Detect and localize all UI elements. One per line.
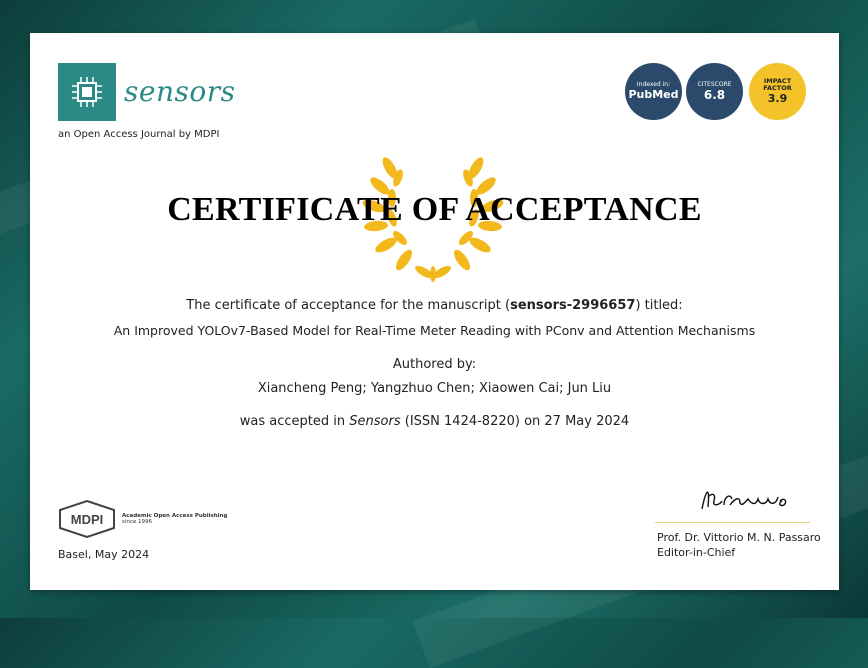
publisher-desc: Academic Open Access Publishing — [122, 512, 228, 519]
citescore-value: 6.8 — [703, 88, 726, 102]
mdpi-hexagon-icon — [58, 500, 116, 538]
editor-block — [657, 530, 821, 560]
authors-list: Xiancheng Peng; Yangzhuo Chen; Xiaowen Cai; Jun Liu — [257, 381, 612, 396]
certificate-paper — [30, 33, 839, 590]
journal-tagline: an Open Access Journal by MDPI — [58, 129, 220, 140]
accepted-prefix: was accepted in — [239, 414, 350, 429]
authored-by-label: Authored by: — [392, 357, 477, 372]
certificate-title: CERTIFICATE OF ACCEPTANCE — [167, 191, 702, 228]
chip-icon — [67, 72, 107, 112]
editor-name: Prof. Dr. Vittorio M. N. Passaro — [657, 531, 821, 544]
signature-line — [655, 522, 810, 523]
pubmed-badge — [625, 63, 682, 120]
citescore-badge-top: CITESCORE — [697, 81, 732, 88]
journal-name: sensors — [124, 75, 236, 108]
manuscript-id: sensors-2996657 — [510, 298, 636, 313]
mdpi-logo-text: MDPI — [70, 512, 104, 527]
citescore-badge — [686, 63, 743, 120]
publisher-since: since 1996 — [122, 519, 153, 525]
accepted-suffix: (ISSN 1424-8220) on 27 May 2024 — [400, 414, 630, 429]
pubmed-badge-main: PubMed — [628, 88, 679, 101]
accepted-journal: Sensors — [349, 414, 401, 429]
place-date: Basel, May 2024 — [58, 548, 150, 561]
intro-suffix: ) titled: — [635, 298, 683, 313]
acceptance-statement — [30, 414, 839, 429]
impact-badge-top1: IMPACT — [763, 76, 792, 85]
editor-signature — [696, 479, 796, 519]
mdpi-logo — [58, 500, 227, 538]
manuscript-intro — [30, 298, 839, 313]
sensors-logo — [58, 63, 116, 121]
paper-title: An Improved YOLOv7-Based Model for Real-Time Meter Reading with PConv and Attention Mechanisms — [113, 323, 756, 338]
intro-prefix: The certificate of acceptance for the manuscript ( — [186, 298, 511, 313]
pubmed-badge-top: Indexed in: — [636, 81, 671, 88]
editor-role: Editor-in-Chief — [657, 546, 736, 559]
impact-factor-badge — [749, 63, 806, 120]
impact-factor-value: 3.9 — [767, 91, 788, 105]
impact-badge-top2: FACTOR — [763, 83, 792, 92]
